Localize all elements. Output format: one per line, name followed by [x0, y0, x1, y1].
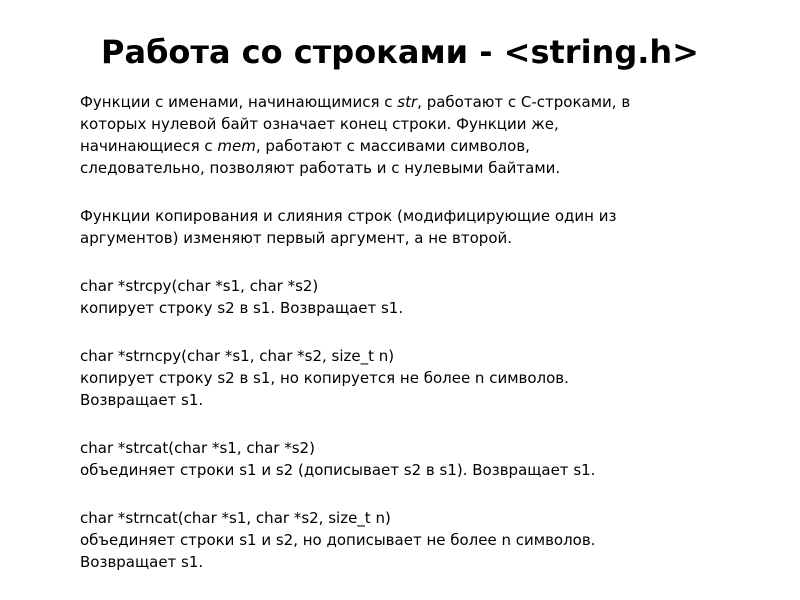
function-strcpy: [80, 275, 780, 319]
function-signature: char *strncat(char *s1, char *s2, size_t n): [80, 509, 391, 527]
intro-line-1-start: Функции с именами, начинающимися с: [80, 93, 398, 111]
function-description: копирует строку s2 в s1. Возвращает s1.: [80, 299, 404, 317]
intro-line-3-start: начинающиеся с: [80, 137, 218, 155]
intro-line-4: следовательно, позволяют работать и с нулевыми байтами.: [80, 159, 561, 177]
copy-note-line-1: Функции копирования и слияния строк (модифицирующие один из: [80, 207, 617, 225]
copy-note-paragraph: [80, 205, 780, 249]
function-strcat: [80, 437, 780, 481]
slide-title: Работа со строками - <string.h>: [101, 33, 699, 71]
intro-line-1: [80, 91, 780, 113]
str-prefix-term: str: [397, 93, 418, 111]
intro-line-3: [80, 135, 780, 157]
copy-note-line-2: аргументов) изменяют первый аргумент, а не второй.: [80, 229, 513, 247]
slide-content: [80, 91, 780, 573]
intro-line-1-end: , работают с С-строками, в: [417, 93, 631, 111]
function-description: копирует строку s2 в s1, но копируется не более n символов.: [80, 369, 569, 387]
function-description: объединяет строки s1 и s2, но дописывает не более n символов.: [80, 531, 596, 549]
function-signature: char *strcpy(char *s1, char *s2): [80, 277, 319, 295]
function-description-cont: Возвращает s1.: [80, 391, 204, 409]
intro-paragraph: [80, 91, 780, 179]
function-strncpy: [80, 345, 780, 411]
function-signature: char *strcat(char *s1, char *s2): [80, 439, 315, 457]
mem-prefix-term: mem: [217, 137, 256, 155]
intro-line-3-end: , работают с массивами символов,: [255, 137, 530, 155]
function-strncat: [80, 507, 780, 573]
function-description-cont: Возвращает s1.: [80, 553, 204, 571]
function-signature: char *strncpy(char *s1, char *s2, size_t n): [80, 347, 395, 365]
function-description: объединяет строки s1 и s2 (дописывает s2 в s1). Возвращает s1.: [80, 461, 596, 479]
intro-line-2: которых нулевой байт означает конец строки. Функции же,: [80, 115, 559, 133]
